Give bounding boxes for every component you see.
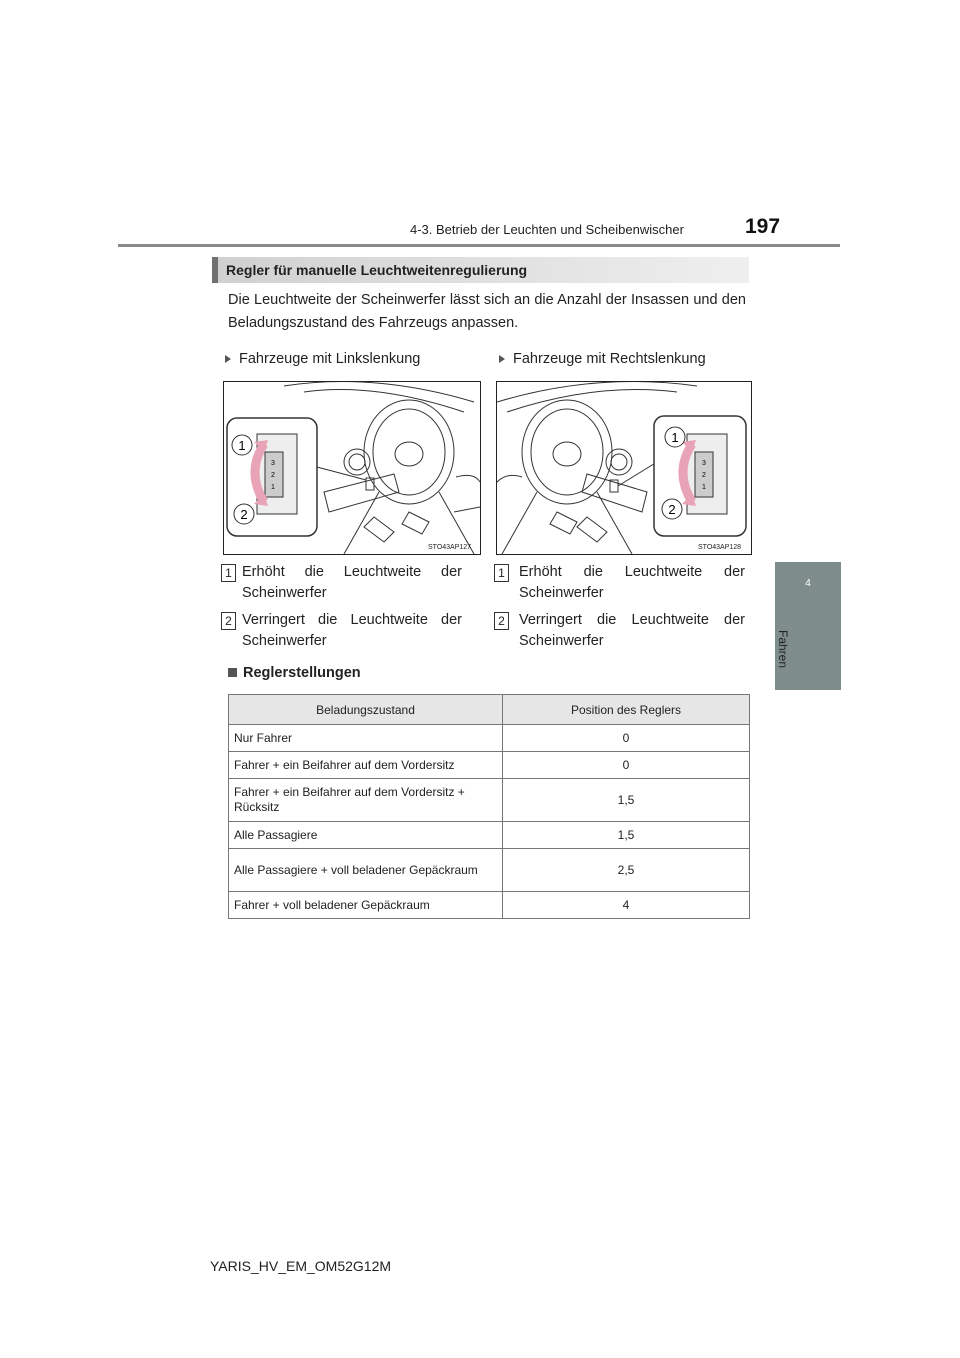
figure-code-rhd: STO43AP128: [698, 544, 742, 551]
table-row: [229, 725, 750, 752]
item-text: Verringert die Leuchtweite der Scheinwerfer: [519, 612, 745, 649]
item-marker: 1: [221, 564, 236, 582]
table-row: [229, 892, 750, 919]
table-row: [229, 752, 750, 779]
dashboard-illustration-lhd: [224, 382, 480, 554]
table-header-row: [229, 695, 750, 725]
square-bullet-icon: [228, 668, 237, 677]
item-marker: 2: [494, 612, 509, 630]
svg-text:3: 3: [271, 460, 275, 467]
position-cell: 1,5: [503, 822, 750, 849]
variant-title-rhd: Fahrzeuge mit Rechtslenkung: [499, 351, 706, 367]
position-cell: 2,5: [503, 849, 750, 892]
intro-paragraph: Die Leuchtweite der Scheinwerfer lässt sich an die Anzahl der Insassen und den Beladungszustand des Fahrzeugs anpassen.: [228, 292, 746, 331]
chapter-number: 4: [805, 578, 811, 589]
section-heading: Regler für manuelle Leuchtweitenregulierung: [226, 262, 528, 278]
callout-1: 1: [238, 438, 246, 453]
load-cell: Fahrer + ein Beifahrer auf dem Vordersitz + Rücksitz: [229, 779, 503, 822]
column-header: Beladungszustand: [229, 695, 503, 725]
footer-document-code: YARIS_HV_EM_OM52G12M: [210, 1258, 392, 1274]
figure-lhd: [223, 381, 481, 555]
header-divider: [118, 244, 840, 247]
dashboard-illustration-rhd: [497, 382, 751, 554]
load-cell: Fahrer + voll beladener Gepäckraum: [229, 892, 503, 919]
item-text: Verringert die Leuchtweite der Scheinwerfer: [242, 612, 462, 649]
svg-text:1: 1: [702, 484, 706, 491]
position-cell: 0: [503, 725, 750, 752]
position-cell: 4: [503, 892, 750, 919]
triangle-bullet-icon: [225, 355, 231, 363]
variant-title-lhd: Fahrzeuge mit Linkslenkung: [225, 351, 420, 367]
settings-table: [228, 694, 750, 919]
callout-2: 2: [668, 502, 676, 517]
svg-text:2: 2: [702, 472, 706, 479]
load-cell: Nur Fahrer: [229, 725, 503, 752]
callout-2: 2: [240, 507, 248, 522]
item-marker: 1: [494, 564, 509, 582]
svg-text:3: 3: [702, 460, 706, 467]
section-title: 4-3. Betrieb der Leuchten und Scheibenwischer: [410, 222, 684, 237]
load-cell: Alle Passagiere + voll beladener Gepäckraum: [229, 849, 503, 892]
chapter-label: Fahren: [776, 630, 790, 669]
item-text: Erhöht die Leuchtweite der Scheinwerfer: [519, 564, 745, 601]
heading-accent: [212, 257, 218, 283]
load-cell: Fahrer + ein Beifahrer auf dem Vordersitz: [229, 752, 503, 779]
table-row: [229, 849, 750, 892]
position-cell: 1,5: [503, 779, 750, 822]
page-number: 197: [745, 215, 781, 238]
table-row: [229, 779, 750, 822]
table-row: [229, 822, 750, 849]
callout-1: 1: [671, 430, 679, 445]
svg-text:2: 2: [271, 472, 275, 479]
position-cell: 0: [503, 752, 750, 779]
load-cell: Alle Passagiere: [229, 822, 503, 849]
figure-rhd: [496, 381, 752, 555]
item-marker: 2: [221, 612, 236, 630]
subheading: Reglerstellungen: [228, 665, 361, 681]
column-header: Position des Reglers: [503, 695, 750, 725]
svg-text:1: 1: [271, 484, 275, 491]
item-text: Erhöht die Leuchtweite der Scheinwerfer: [242, 564, 462, 601]
triangle-bullet-icon: [499, 355, 505, 363]
figure-code-lhd: STO43AP127: [428, 544, 472, 551]
